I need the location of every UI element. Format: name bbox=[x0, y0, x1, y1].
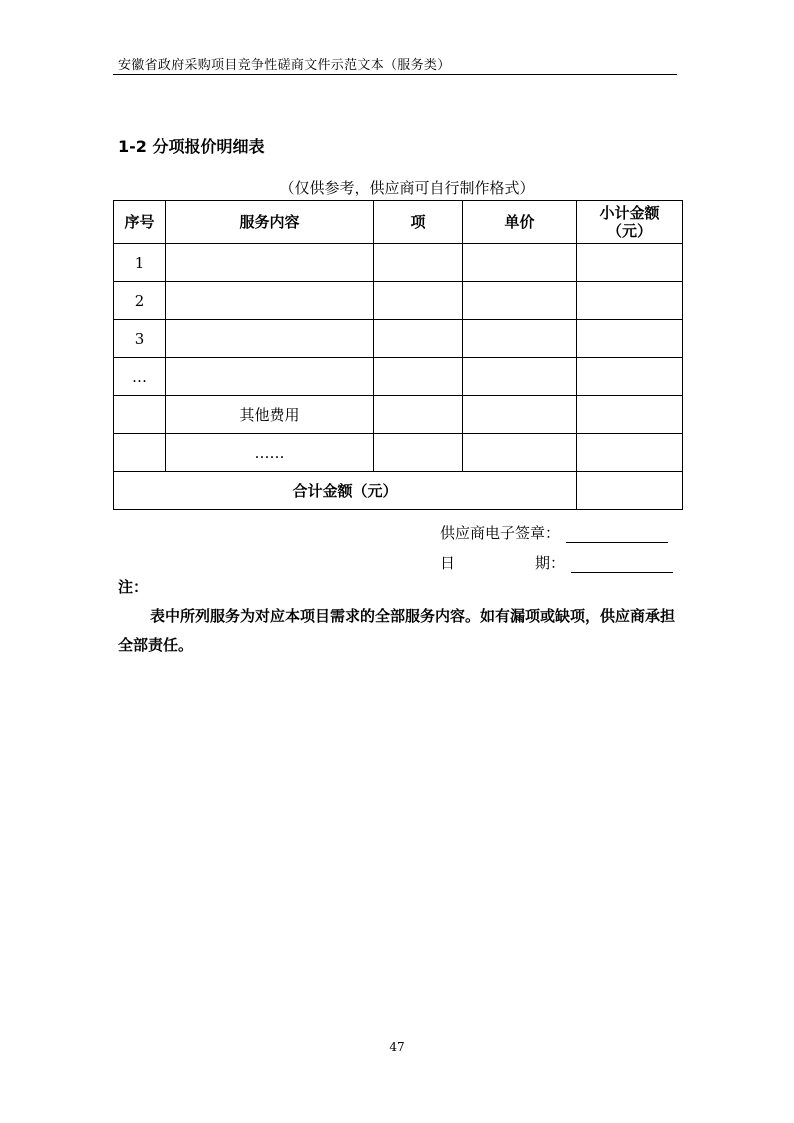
supplier-signature-row bbox=[440, 522, 668, 543]
date-line bbox=[571, 558, 673, 573]
table-row bbox=[114, 282, 683, 320]
supplier-signature-label: 供应商电子签章： bbox=[440, 524, 561, 542]
cell-serial-number: 1 bbox=[114, 244, 166, 282]
date-label-char1: 日 bbox=[440, 554, 456, 572]
cell-item bbox=[374, 244, 463, 282]
table-header-row bbox=[114, 201, 683, 244]
header-unit-price: 单价 bbox=[463, 201, 577, 244]
cell-service-content: …… bbox=[166, 434, 374, 472]
cell-subtotal bbox=[577, 244, 683, 282]
cell-unit-price bbox=[463, 282, 577, 320]
cell-unit-price bbox=[463, 396, 577, 434]
total-amount-label: 合计金额（元） bbox=[114, 472, 577, 510]
running-header: 安徽省政府采购项目竞争性磋商文件示范文本（服务类） bbox=[118, 58, 451, 73]
cell-item bbox=[374, 434, 463, 472]
cell-service-content: 其他费用 bbox=[166, 396, 374, 434]
table-row bbox=[114, 396, 683, 434]
cell-item bbox=[374, 320, 463, 358]
quote-detail-table bbox=[113, 200, 683, 510]
cell-subtotal bbox=[577, 358, 683, 396]
table-row bbox=[114, 358, 683, 396]
header-subtotal-line1: 小计金额 bbox=[599, 204, 660, 222]
header-rule bbox=[113, 74, 677, 75]
header-item: 项 bbox=[374, 201, 463, 244]
cell-serial-number bbox=[114, 434, 166, 472]
cell-unit-price bbox=[463, 320, 577, 358]
cell-unit-price bbox=[463, 244, 577, 282]
date-label-char2: 期： bbox=[535, 554, 566, 572]
header-subtotal-line2: （元） bbox=[606, 222, 652, 240]
date-row bbox=[440, 552, 673, 573]
cell-service-content bbox=[166, 320, 374, 358]
cell-subtotal bbox=[577, 434, 683, 472]
cell-serial-number: 2 bbox=[114, 282, 166, 320]
cell-unit-price bbox=[463, 434, 577, 472]
total-amount-value bbox=[577, 472, 683, 510]
format-note: （仅供参考，供应商可自行制作格式） bbox=[279, 179, 535, 197]
cell-serial-number: … bbox=[114, 358, 166, 396]
cell-item bbox=[374, 396, 463, 434]
cell-service-content bbox=[166, 358, 374, 396]
table-row bbox=[114, 320, 683, 358]
cell-subtotal bbox=[577, 320, 683, 358]
header-subtotal bbox=[577, 201, 683, 244]
page-number: 47 bbox=[389, 1040, 405, 1054]
cell-subtotal bbox=[577, 396, 683, 434]
cell-item bbox=[374, 282, 463, 320]
notes-body: 表中所列服务为对应本项目需求的全部服务内容。如有漏项或缺项，供应商承担全部责任。 bbox=[118, 607, 676, 654]
cell-unit-price bbox=[463, 358, 577, 396]
cell-serial-number: 3 bbox=[114, 320, 166, 358]
cell-item bbox=[374, 358, 463, 396]
section-title: 1-2 分项报价明细表 bbox=[118, 137, 265, 156]
header-serial-number: 序号 bbox=[114, 201, 166, 244]
total-row bbox=[114, 472, 683, 510]
cell-serial-number bbox=[114, 396, 166, 434]
header-service-content: 服务内容 bbox=[166, 201, 374, 244]
table-row bbox=[114, 434, 683, 472]
notes-title: 注： bbox=[118, 578, 149, 596]
supplier-signature-line bbox=[566, 528, 668, 543]
cell-service-content bbox=[166, 282, 374, 320]
table-row bbox=[114, 244, 683, 282]
cell-subtotal bbox=[577, 282, 683, 320]
date-label bbox=[440, 552, 565, 573]
cell-service-content bbox=[166, 244, 374, 282]
